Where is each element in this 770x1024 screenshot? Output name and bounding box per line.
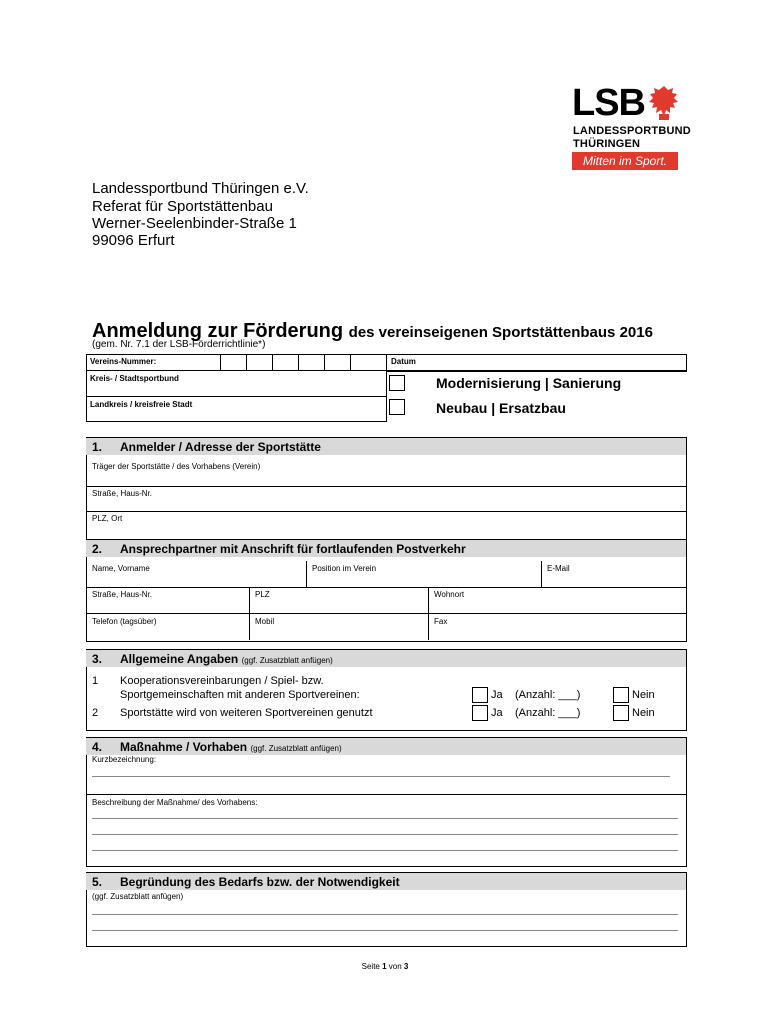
section4-title-wrap — [120, 740, 342, 754]
q2-nein-label: Nein — [632, 707, 655, 719]
q1-nein-label: Nein — [632, 689, 655, 701]
landkreis-label: Landkreis / kreisfreie Stadt — [90, 400, 193, 409]
q2-ja-label: Ja — [491, 707, 503, 719]
option-modernisierung: Modernisierung | Sanierung — [436, 375, 622, 391]
q1-anzahl-label: (Anzahl: ___) — [515, 689, 581, 701]
datum-label: Datum — [391, 357, 416, 366]
landkreis-field[interactable] — [87, 397, 385, 420]
section4-header — [86, 738, 686, 755]
section5-hint: (ggf. Zusatzblatt anfügen) — [92, 892, 184, 901]
q1-ja-checkbox[interactable] — [472, 687, 488, 703]
address-line1: Landessportbund Thüringen e.V. — [92, 180, 309, 197]
section1-header — [86, 438, 686, 455]
address-line4: 99096 Erfurt — [92, 232, 175, 249]
plz-field[interactable] — [250, 588, 428, 613]
mobil-field[interactable] — [250, 614, 428, 640]
q2-nein-checkbox[interactable] — [613, 705, 629, 721]
vereinsnummer-field[interactable] — [220, 355, 386, 370]
section3-title-wrap — [120, 652, 333, 666]
section5-title: Begründung des Bedarfs bzw. der Notwendigkeit — [120, 875, 400, 889]
section1-title: Anmelder / Adresse der Sportstätte — [120, 440, 321, 454]
strasse1-label: Straße, Haus-Nr. — [92, 489, 153, 498]
fax-label: Fax — [434, 617, 448, 626]
q1-nein-checkbox[interactable] — [613, 687, 629, 703]
q1-number: 1 — [92, 675, 99, 687]
mobil-label: Mobil — [255, 617, 275, 626]
strasse2-label: Straße, Haus-Nr. — [92, 590, 153, 599]
footer-total-pages: 3 — [403, 962, 409, 971]
q2-anzahl-label: (Anzahl: ___) — [515, 707, 581, 719]
wohnort-label: Wohnort — [434, 590, 465, 599]
kurzbezeichnung-label: Kurzbezeichnung: — [92, 755, 157, 764]
plz-label: PLZ — [255, 590, 270, 599]
name-field[interactable] — [87, 561, 306, 587]
fax-field[interactable] — [429, 614, 685, 640]
begruendung-line-2[interactable] — [92, 930, 678, 931]
kurzbezeichnung-line[interactable] — [92, 776, 670, 777]
section2-title: Ansprechpartner mit Anschrift für fortlaufenden Postverkehr — [120, 542, 466, 556]
section3-number: 3. — [92, 652, 103, 666]
address-line3: Werner-Seelenbinder-Straße 1 — [92, 215, 297, 232]
modernisierung-checkbox[interactable] — [389, 375, 405, 391]
email-label: E-Mail — [547, 564, 570, 573]
title-sub: des vereinseigenen Sportstättenbaus 2016 — [348, 324, 653, 341]
footer-von: von — [388, 962, 402, 971]
email-field[interactable] — [542, 561, 685, 587]
section5-number: 5. — [92, 875, 103, 889]
beschreibung-line-1[interactable] — [92, 818, 678, 819]
q1-ja-label: Ja — [491, 689, 503, 701]
section3-hint: (ggf. Zusatzblatt anfügen) — [241, 656, 333, 665]
telefon-label: Telefon (tagsüber) — [92, 617, 157, 626]
begruendung-line-1[interactable] — [92, 914, 678, 915]
section3-header — [86, 650, 686, 667]
kreis-label: Kreis- / Stadtsportbund — [90, 374, 179, 383]
traeger-field[interactable] — [87, 460, 685, 486]
wohnort-field[interactable] — [429, 588, 685, 613]
q2-text: Sportstätte wird von weiteren Sportvereinen genutzt — [120, 707, 373, 719]
footer-seite: Seite — [361, 962, 380, 971]
beschreibung-line-2[interactable] — [92, 834, 678, 835]
title-note: (gem. Nr. 7.1 der LSB-Förderrichtlinie*) — [92, 339, 266, 350]
section2-number: 2. — [92, 542, 103, 556]
section1-number: 1. — [92, 440, 103, 454]
q2-number: 2 — [92, 707, 99, 719]
logo-text-line1: LANDESSPORTBUND — [573, 125, 691, 137]
plz-ort-label: PLZ, Ort — [92, 514, 123, 523]
section3-title: Allgemeine Angaben — [120, 652, 239, 666]
section4-number: 4. — [92, 740, 103, 754]
page-footer — [0, 962, 770, 971]
logo-text-line2: THÜRINGEN — [573, 138, 641, 150]
q2-ja-checkbox[interactable] — [472, 705, 488, 721]
section5-header — [86, 873, 686, 890]
title-main: Anmeldung zur Förderung — [92, 320, 344, 342]
name-label: Name, Vorname — [92, 564, 150, 573]
vereinsnummer-label: Vereins-Nummer: — [90, 357, 157, 366]
logo-slogan: Mitten im Sport. — [572, 152, 678, 170]
option-neubau: Neubau | Ersatzbau — [436, 400, 566, 416]
position-field[interactable] — [307, 561, 541, 587]
beschreibung-line-3[interactable] — [92, 850, 678, 851]
kreis-field[interactable] — [87, 371, 385, 396]
neubau-checkbox[interactable] — [389, 399, 405, 415]
datum-field[interactable] — [420, 355, 685, 370]
section4-hint: (ggf. Zusatzblatt anfügen) — [250, 744, 342, 753]
telefon-field[interactable] — [87, 614, 249, 640]
strasse2-field[interactable] — [87, 588, 249, 613]
logo-abbreviation: LSB — [572, 82, 645, 124]
address-line2: Referat für Sportstättenbau — [92, 198, 273, 215]
section2-header — [86, 540, 686, 557]
traeger-label: Träger der Sportstätte / des Vorhabens (Verein) — [92, 462, 261, 471]
beschreibung-label: Beschreibung der Maßnahme/ des Vorhabens: — [92, 798, 258, 807]
position-label: Position im Verein — [312, 564, 377, 573]
lion-icon — [646, 84, 682, 122]
strasse1-field[interactable] — [87, 487, 685, 511]
plz-ort-field[interactable] — [87, 512, 685, 539]
q1-text-line1: Kooperationsvereinbarungen / Spiel- bzw. — [120, 675, 324, 687]
q1-text-line2: Sportgemeinschaften mit anderen Sportvereinen: — [120, 689, 360, 701]
section4-title: Maßnahme / Vorhaben — [120, 740, 248, 754]
footer-current-page: 1 — [382, 962, 387, 971]
